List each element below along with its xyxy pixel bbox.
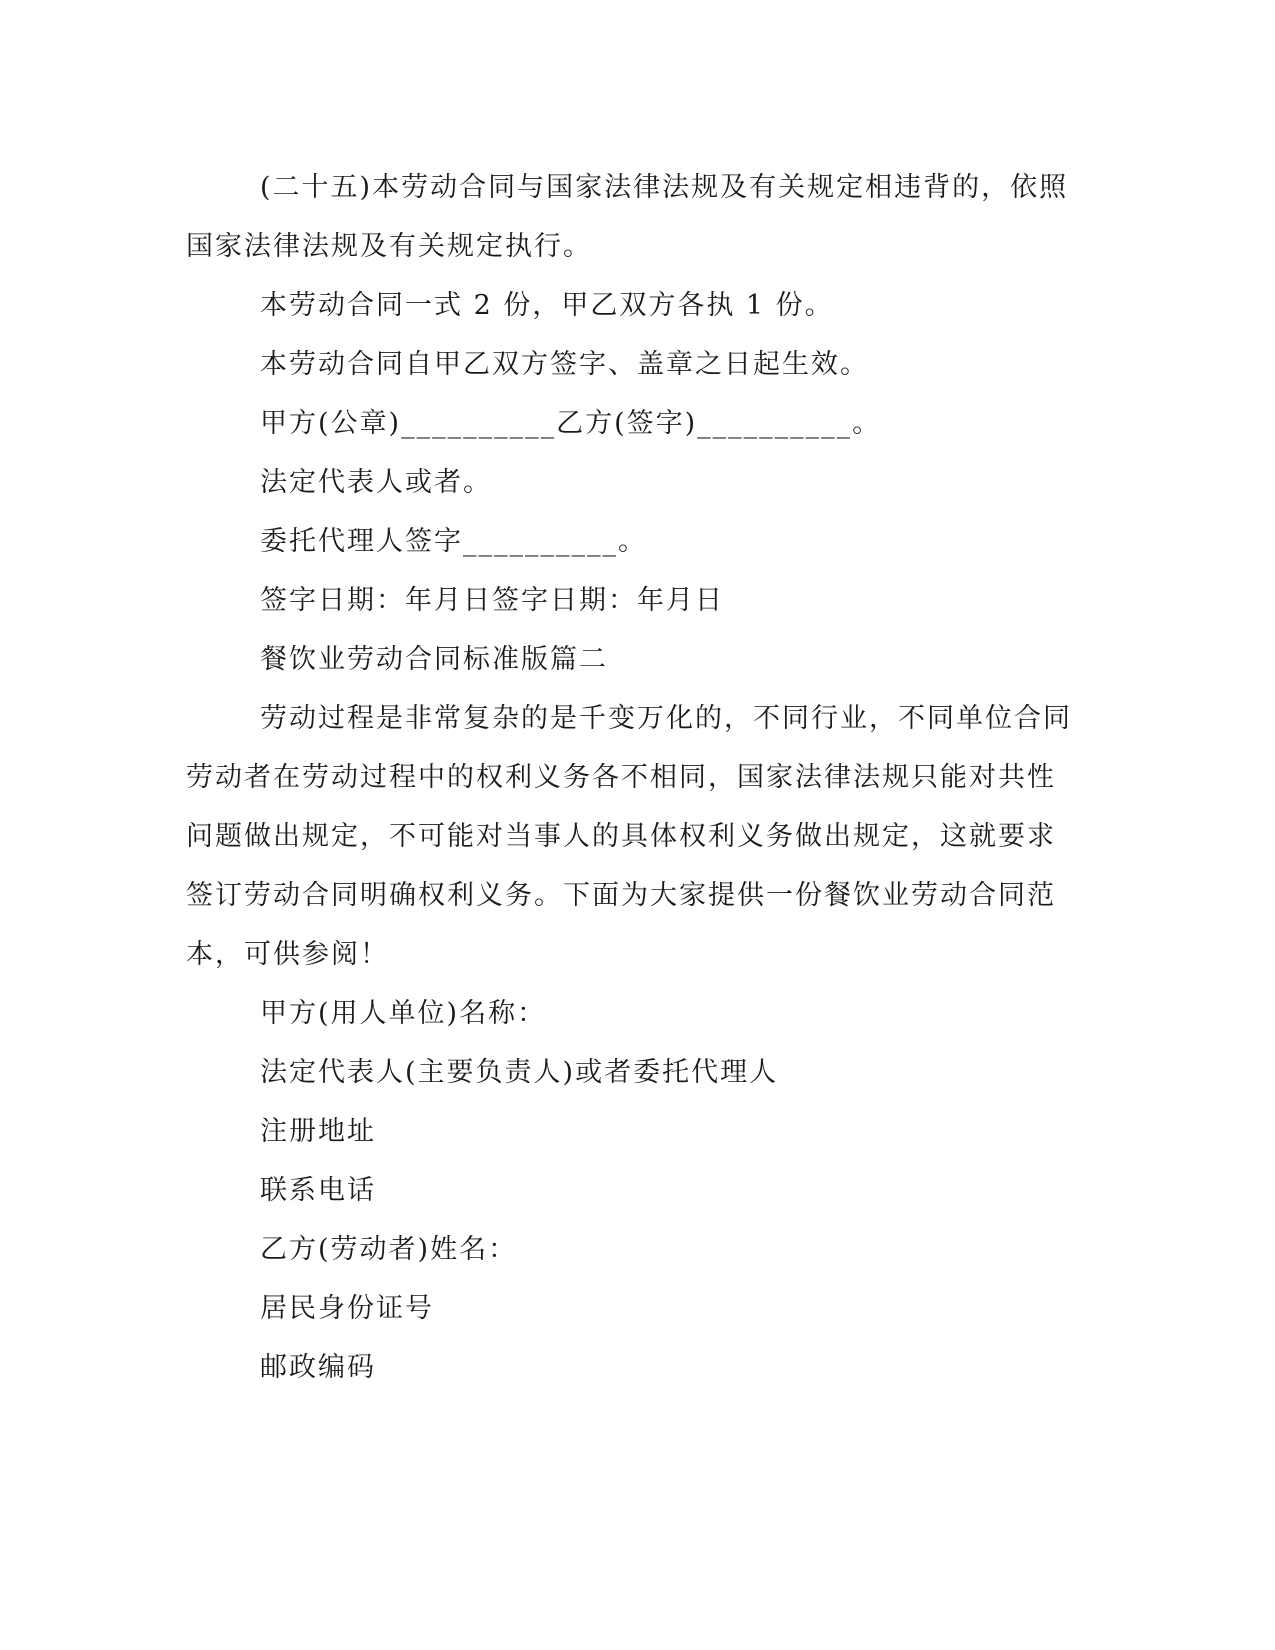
paragraph-sign-dates (186, 571, 1068, 630)
paragraph-line: 法定代表人或者。 (260, 467, 492, 498)
paragraph-line: 本劳动合同一式 2 份，甲乙双方各执 1 份。 (260, 290, 834, 321)
field-contact-phone (186, 1161, 1068, 1220)
field-employee-name (186, 1220, 1068, 1279)
paragraph-agent-signature (186, 512, 1068, 571)
paragraph-line: 签订劳动合同明确权利义务。下面为大家提供一份餐饮业劳动合同范 (186, 880, 1056, 911)
field-postal-code (186, 1338, 1068, 1397)
field-label: 法定代表人(主要负责人)或者委托代理人 (260, 1057, 779, 1088)
field-registered-address (186, 1102, 1068, 1161)
paragraph-line: (二十五)本劳动合同与国家法律法规及有关规定相违背的，依照 (260, 172, 1069, 203)
paragraph-line: 签字日期：年月日签字日期：年月日 (260, 585, 724, 616)
paragraph-line: 本，可供参阅！ (186, 939, 389, 970)
paragraph-line: 甲方(公章)__________乙方(签字)__________。 (260, 408, 882, 439)
field-label: 乙方(劳动者)姓名： (260, 1234, 518, 1265)
field-label: 甲方(用人单位)名称： (260, 998, 547, 1029)
paragraph-intro (186, 689, 1072, 984)
paragraph-copies (186, 276, 1068, 335)
field-label: 联系电话 (260, 1175, 376, 1206)
field-label: 注册地址 (260, 1116, 376, 1147)
field-employer-name (186, 984, 1068, 1043)
paragraph-line: 劳动过程是非常复杂的是千变万化的，不同行业，不同单位合同 (260, 703, 1072, 734)
section-heading (186, 630, 1068, 689)
field-id-number (186, 1279, 1068, 1338)
paragraph-line: 问题做出规定，不可能对当事人的具体权利义务做出规定，这就要求 (186, 821, 1056, 852)
document-body (186, 158, 1072, 1397)
paragraph-article-25 (186, 158, 1068, 276)
paragraph-line: 委托代理人签字__________。 (260, 526, 647, 557)
field-legal-representative (186, 1043, 1068, 1102)
paragraph-legal-representative (186, 453, 1068, 512)
paragraph-line: 国家法律法规及有关规定执行。 (186, 231, 592, 262)
field-label: 居民身份证号 (260, 1293, 434, 1324)
paragraph-effective (186, 335, 1068, 394)
section-heading-text: 餐饮业劳动合同标准版篇二 (260, 644, 608, 675)
paragraph-line: 劳动者在劳动过程中的权利义务各不相同，国家法律法规只能对共性 (186, 762, 1056, 793)
field-label: 邮政编码 (260, 1352, 376, 1383)
paragraph-line: 本劳动合同自甲乙双方签字、盖章之日起生效。 (260, 349, 869, 380)
paragraph-party-signatures (186, 394, 1068, 453)
